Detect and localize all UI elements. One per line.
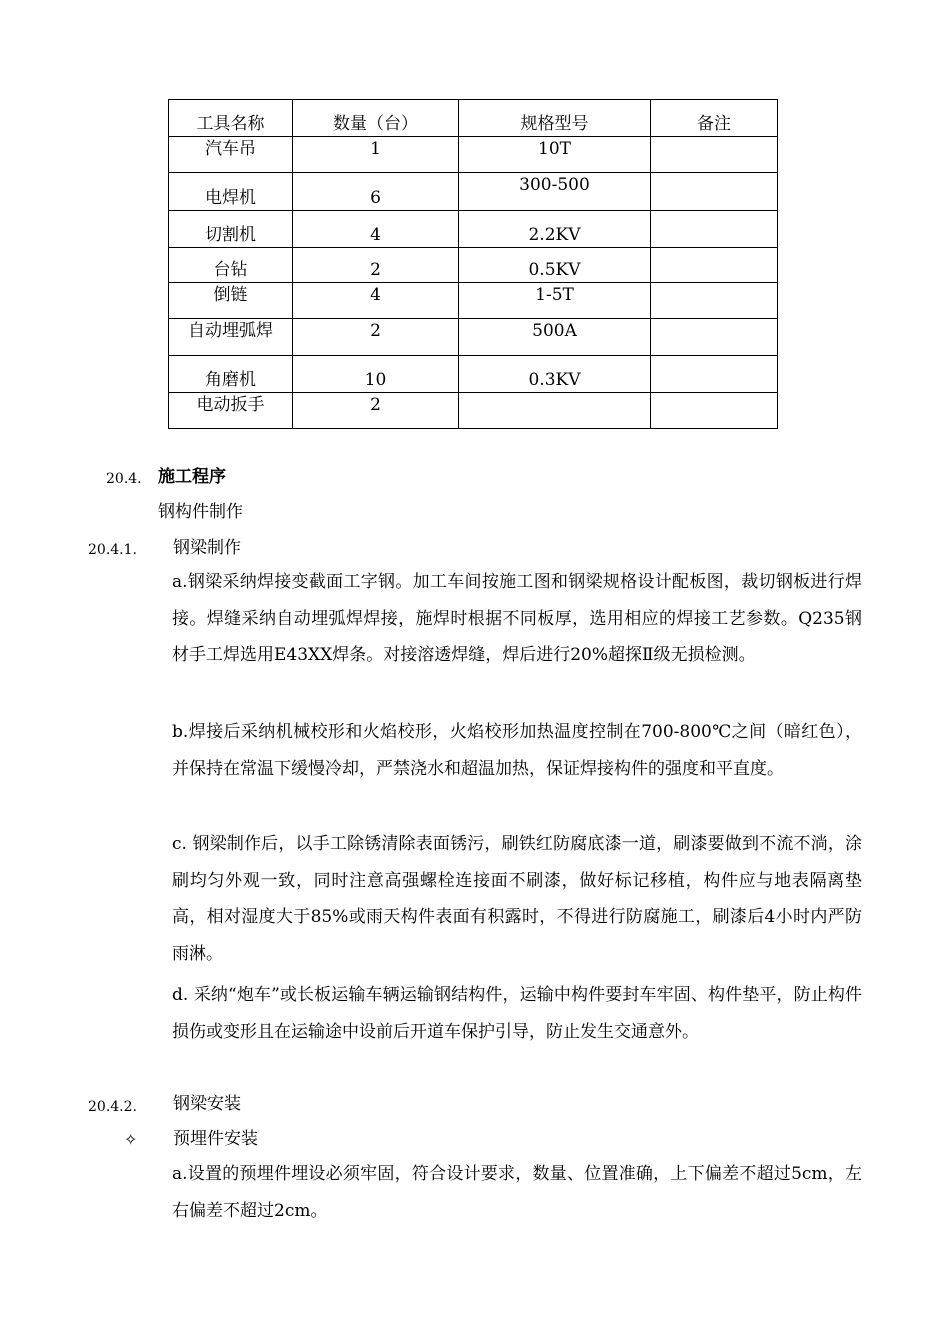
cell-spec: 2.2KV: [459, 211, 651, 248]
cell-note: [651, 137, 778, 173]
section-number: 20.4.2.: [88, 1099, 137, 1115]
table-row: [169, 319, 778, 356]
cell-spec: 0.3KV: [459, 356, 651, 393]
cell-note: [651, 248, 778, 283]
cell-spec: 0.5KV: [459, 248, 651, 283]
header-quantity: 数量（台）: [293, 100, 459, 137]
paragraph-embed-a: a.设置的预埋件埋设必须牢固，符合设计要求，数量、位置准确，上下偏差不超过5cm，左右偏差不超过2cm。: [172, 1164, 862, 1221]
cell-name: 电动扳手: [169, 393, 293, 429]
diamond-bullet-icon: ✧: [124, 1130, 138, 1149]
table-row: [169, 248, 778, 283]
cell-note: [651, 356, 778, 393]
table-header-row: [169, 100, 778, 137]
section-number: 20.4.1.: [88, 542, 137, 558]
section-title: 钢梁制作: [173, 538, 241, 558]
table-row: [169, 211, 778, 248]
cell-spec: 10T: [459, 137, 651, 173]
cell-note: [651, 211, 778, 248]
table-row: [169, 283, 778, 319]
section-title: 钢梁安装: [173, 1094, 241, 1114]
cell-spec: 1-5T: [459, 283, 651, 319]
cell-name: 切割机: [169, 211, 293, 248]
cell-qty: 10: [293, 356, 459, 393]
paragraph-c: c. 钢梁制作后，以手工除锈清除表面锈污，刷铁红防腐底漆一道，刷漆要做到不流不淌，涂刷均匀外观一致，同时注意高强螺栓连接面不刷漆，做好标记移植，构件应与地表隔离垫高，相对湿度大于85%或雨天构件表面有积露时，不得进行防腐施工，刷漆后4小时内严防雨淋。: [172, 834, 862, 965]
header-note: 备注: [651, 100, 778, 137]
subtitle: 钢构件制作: [158, 502, 243, 522]
cell-name: 台钻: [169, 248, 293, 283]
cell-spec: [459, 393, 651, 429]
cell-spec: 500A: [459, 319, 651, 356]
paragraph-a: a.钢梁采纳焊接变截面工字钢。加工车间按施工图和钢梁规格设计配板图，裁切钢板进行焊接。焊缝采纳自动埋弧焊焊接，施焊时根据不同板厚，选用相应的焊接工艺参数。Q235钢材手工焊选用E43XX焊条。对接溶透焊缝，焊后进行20%超探Ⅱ级无损检测。: [172, 572, 862, 666]
cell-qty: 4: [293, 211, 459, 248]
cell-qty: 4: [293, 283, 459, 319]
cell-qty: 2: [293, 393, 459, 429]
cell-qty: 1: [293, 137, 459, 173]
paragraph-b: b.焊接后采纳机械校形和火焰校形，火焰校形加热温度控制在700-800℃之间（暗红色），并保持在常温下缓慢冷却，严禁浇水和超温加热，保证焊接构件的强度和平直度。: [172, 722, 862, 779]
section-title: 施工程序: [158, 467, 226, 487]
paragraph-d: d. 采纳“炮车”或长板运输车辆运输钢结构件，运输中构件要封车牢固、构件垫平，防止构件损伤或变形且在运输途中设前后开道车保护引导，防止发生交通意外。: [172, 985, 862, 1042]
cell-qty: 6: [293, 173, 459, 211]
cell-note: [651, 393, 778, 429]
cell-note: [651, 283, 778, 319]
bullet-text: 预埋件安装: [173, 1129, 258, 1149]
cell-name: 角磨机: [169, 356, 293, 393]
cell-name: 倒链: [169, 283, 293, 319]
section-number: 20.4.: [106, 471, 142, 487]
cell-qty: 2: [293, 248, 459, 283]
table-row: [169, 173, 778, 211]
cell-spec: 300-500: [459, 173, 651, 211]
tools-table: [168, 99, 778, 429]
table-row: [169, 356, 778, 393]
cell-note: [651, 319, 778, 356]
cell-name: 自动埋弧焊: [169, 319, 293, 356]
cell-name: 电焊机: [169, 173, 293, 211]
header-spec: 规格型号: [459, 100, 651, 137]
cell-note: [651, 173, 778, 211]
header-tool-name: 工具名称: [169, 100, 293, 137]
cell-name: 汽车吊: [169, 137, 293, 173]
cell-qty: 2: [293, 319, 459, 356]
table-row: [169, 137, 778, 173]
table-row: [169, 393, 778, 429]
